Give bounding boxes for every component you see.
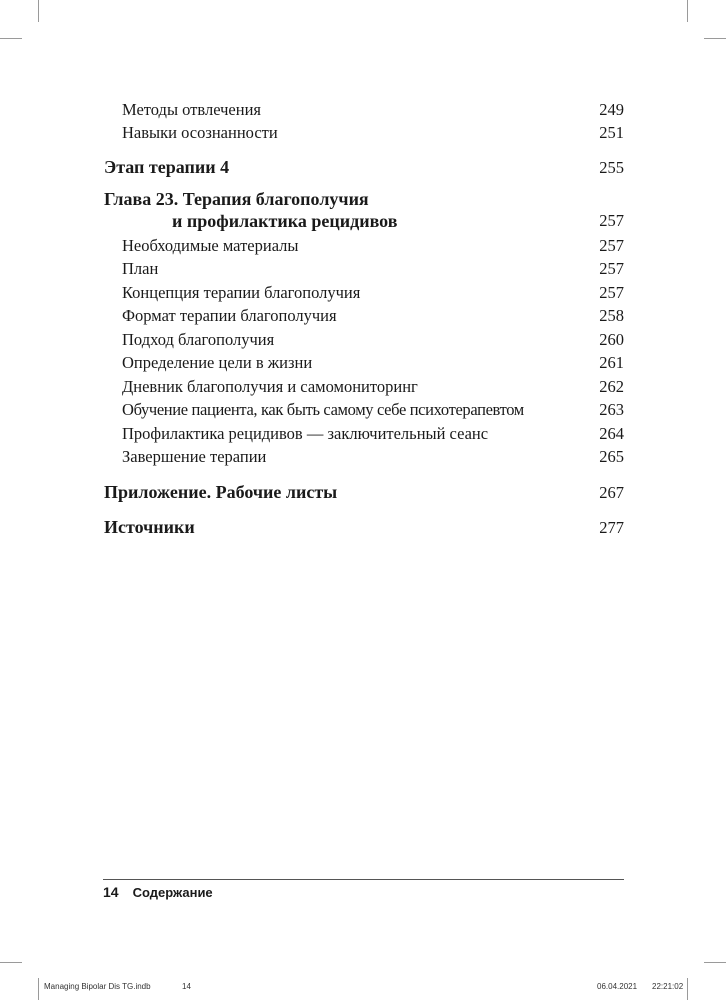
toc-entry-title: Дневник благополучия и самомониторинг	[122, 376, 418, 396]
toc-entry	[104, 303, 624, 327]
crop-mark	[687, 0, 688, 22]
crop-mark	[38, 0, 39, 22]
toc-entry	[104, 373, 624, 397]
toc-entry-title: План	[122, 259, 159, 278]
toc-section-sources	[104, 512, 624, 538]
toc-section-title: Приложение. Рабочие листы	[104, 482, 338, 502]
toc-entry-page: 257	[599, 259, 624, 278]
chapter-page: 257	[599, 211, 624, 230]
toc-entry	[104, 444, 624, 468]
slug-date: 06.04.2021	[597, 982, 638, 991]
toc-entry-title: Методы отвлечения	[122, 99, 261, 119]
slug-file-name: Managing Bipolar Dis TG.indb	[44, 982, 151, 991]
chapter-title-line-1: Глава 23. Терапия благополучия	[104, 189, 369, 209]
slug-sheet-number: 14	[182, 982, 191, 991]
toc-section-stage-4	[104, 152, 624, 178]
page-number: 14	[103, 884, 119, 900]
slug-time: 22:21:02	[652, 982, 684, 991]
toc-entry-page: 264	[599, 423, 624, 443]
toc-entry-title: Завершение терапии	[122, 447, 267, 466]
toc-entry-page: 257	[599, 235, 624, 255]
crop-mark	[0, 962, 22, 963]
crop-mark	[704, 38, 726, 39]
toc-entry-page: 260	[599, 329, 624, 349]
toc-entry-page: 262	[599, 376, 624, 396]
toc-entry	[104, 120, 624, 144]
toc-entry	[104, 96, 624, 120]
toc-entry	[104, 350, 624, 374]
crop-mark	[0, 38, 22, 39]
crop-mark	[687, 978, 688, 1000]
chapter-title-line-2: и профилактика рецидивов	[172, 211, 398, 231]
toc-entry-title: Необходимые материалы	[122, 235, 299, 255]
toc-section-page: 277	[599, 518, 624, 537]
running-footer	[103, 884, 213, 900]
toc-section-page: 255	[599, 158, 624, 177]
table-of-contents	[104, 96, 624, 538]
toc-entry-title: Профилактика рецидивов — заключительный сеанс	[122, 423, 489, 443]
toc-entry-title: Определение цели в жизни	[122, 353, 313, 372]
toc-entry	[104, 256, 624, 280]
toc-entry	[104, 420, 624, 444]
toc-section-appendix	[104, 477, 624, 503]
crop-mark	[38, 978, 39, 1000]
toc-entry-page: 258	[599, 306, 624, 325]
toc-entry-title: Обучение пациента, как быть самому себе психотерапевтом	[122, 400, 524, 419]
toc-entry	[104, 326, 624, 350]
toc-entry-title: Подход благополучия	[122, 329, 275, 349]
toc-entry-page: 261	[599, 353, 624, 372]
toc-entry	[104, 232, 624, 256]
toc-chapter-23	[104, 188, 624, 232]
running-footer-section: Содержание	[132, 885, 213, 900]
toc-section-title: Источники	[104, 517, 195, 537]
toc-entry	[104, 279, 624, 303]
toc-entry-page: 263	[599, 400, 624, 419]
toc-entry-page: 265	[599, 447, 624, 466]
toc-entry-title: Формат терапии благополучия	[122, 306, 337, 325]
toc-entry-page: 249	[599, 99, 624, 119]
toc-entry	[104, 397, 624, 421]
toc-entry-page: 257	[599, 282, 624, 302]
toc-section-title: Этап терапии 4	[104, 157, 230, 177]
toc-entry-title: Навыки осознанности	[122, 123, 278, 142]
toc-entry-page: 251	[599, 123, 624, 142]
toc-entry-title: Концепция терапии благополучия	[122, 282, 361, 302]
crop-mark	[704, 962, 726, 963]
toc-section-page: 267	[599, 483, 624, 502]
footer-rule	[103, 879, 624, 880]
